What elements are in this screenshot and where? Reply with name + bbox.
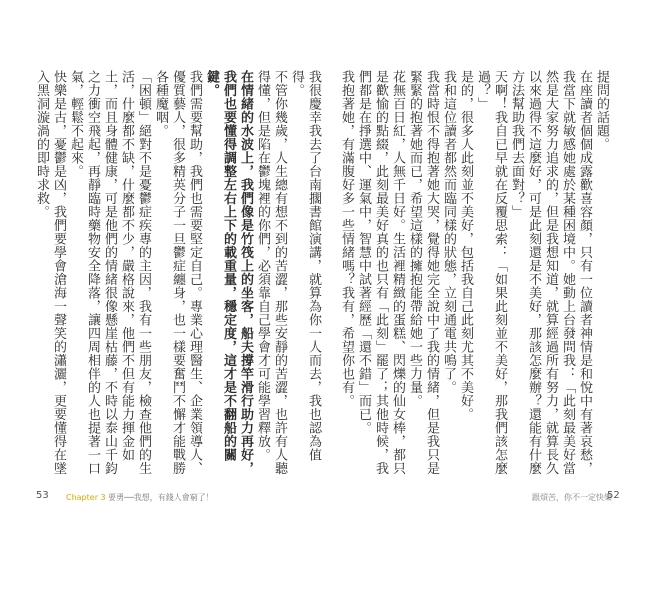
left-page-number: 53 — [36, 490, 49, 501]
paragraph: 我很慶幸我去了台南擱書館演講，就算為你一人而去，我也認為值得。 — [289, 70, 321, 462]
right-running-title: 跟煩苦，你不一定快樂 — [532, 493, 612, 502]
paragraph: 我們需要幫助，我們也需要堅定自己。專業心理醫生、企業領導人、優質藝人，很多精英分子一旦鬱症纏身，也一樣要奮鬥不懈才能戰勝各種魔咽。 — [153, 70, 202, 475]
left-running-title: 要勇──我想，有錢人會窮了！ — [108, 493, 214, 502]
paragraph: 快樂是古，憂鬱是凶，我們要學會滄海一聲笑的瀟灑，更要懂得在墜入黑洞漩渦的即時求救。 — [34, 70, 66, 475]
paragraph: 我和這位讀者都然而臨同樣的狀態，立刻通電共鳴了。 — [441, 70, 456, 394]
paragraph: 天啊！我自已早就在反覆思索：「如果此刻並不美好，那我們該怎麼過？」 — [475, 70, 507, 475]
highlighted-paragraph: 在情緒的水波上，我們像是竹筏上的坐客，船夫撐竿滑行助力再好，我們也要懂得調整左右上下的載重量，穩定度，這才是不翻船的關鍵。 — [204, 70, 253, 475]
right-page-number: 52 — [607, 490, 620, 501]
paragraph: 「困頓」絕對不是憂鬱症疾專的主因，我有一些朋友，檢查他們的生活，什麼都不缺，什麼都不少，嚴格說來，他們不但有能力揮金如土，而且身體健康，可是他們的情緒很像懸崖枯藤，不時以泰山千鈞之力衝空飛起，再靜臨時藥物安全降落，讓四周相伴的人也提著一口氣，輕鬆不起來。 — [68, 70, 151, 475]
left-page-text — [32, 70, 322, 475]
paragraph: 不管你幾歲，人生總有想不到的苦澀，那些安靜的苦澀，也許有人聽得懂，但是陷在鬱塊裡的你們，必須靠自己學會才可能學習釋放。 — [255, 70, 287, 475]
left-running-footer — [66, 492, 214, 503]
paragraph: 我抱著她，有滿腹好多一些情緒嗎？我有，希望你也有。 — [339, 70, 354, 408]
paragraph: 我當時恨不得抱著她大哭，覺得她完全說中了我的情緒，但是我只是緊緊的抱著她而已，希望這樣的擁抱能帶給她一些力量。 — [407, 70, 439, 475]
paragraph: 在座讀者個個成露歡喜容顏，只有一位讀者神情是和悅中有著哀愁，我當下就敏感她處於某種困境中。她動上台發問我：「此刻最美好當然是大家努力追求的，但是我想知道，就算經過所有努力，就算長久以來過得不這麼好，可是此刻還是不美好，那該怎麼辦？還能有什麼方法幫助我們去面對？」 — [509, 70, 592, 475]
paragraph: 花無百日紅，人無千日好。生活裡精緻的蛋糕、閃爍的仙女棒，都只是歡愉的點綴，此刻最美好真的也只有「此刻」罷了；其他時候，我們都是在掙選中、運氣中，智慧中試著經歷「還不錯」而已。 — [356, 70, 405, 475]
right-page-text — [339, 70, 610, 475]
paragraph: 是的，很多人此刻並不美好，包括我自己此刻尤其不美好。 — [458, 70, 473, 421]
chapter-label: Chapter 3 — [66, 493, 106, 502]
paragraph: 提問的話題。 — [594, 70, 609, 151]
